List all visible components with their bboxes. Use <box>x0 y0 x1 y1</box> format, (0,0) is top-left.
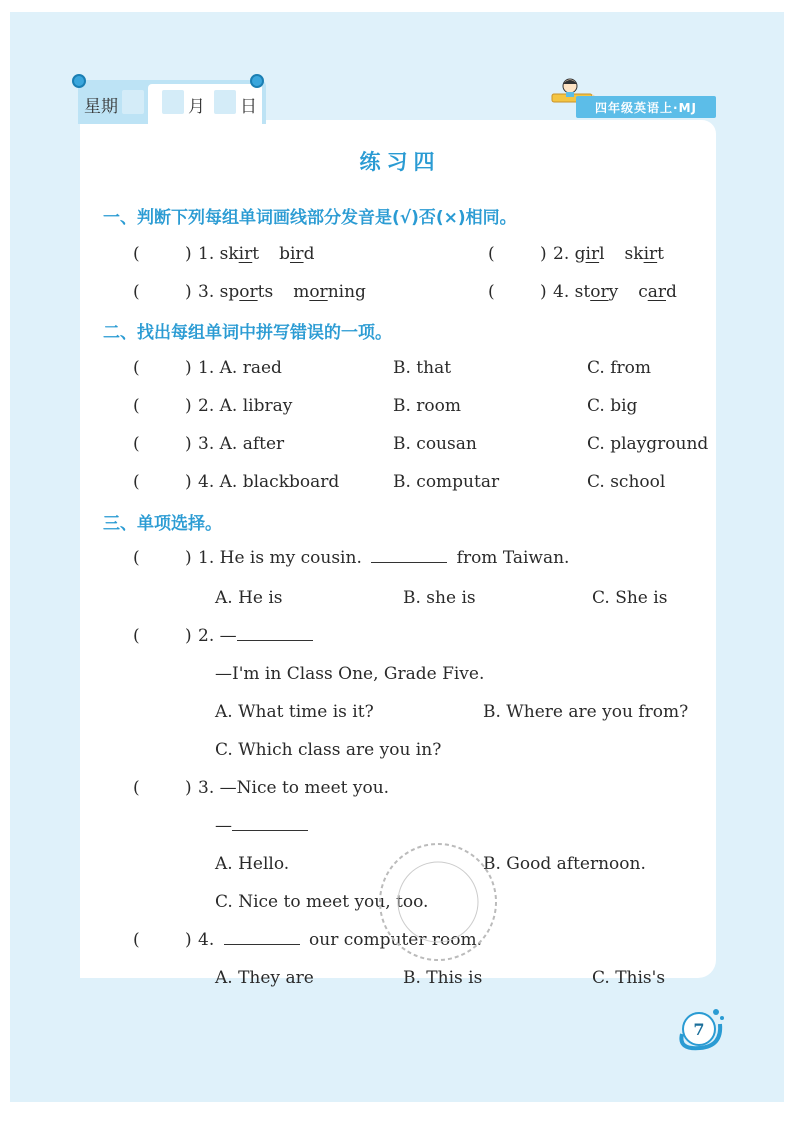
s2-item-3-option-c: C. playground <box>587 434 709 454</box>
answer-paren-open: ( <box>133 358 140 378</box>
answer-paren-open: ( <box>133 244 140 264</box>
s2-item-3-option-b: B. cousan <box>393 434 477 454</box>
answer-paren-close: ) <box>185 548 192 568</box>
s3-q1-option-a: A. He is <box>215 588 283 608</box>
s3-q2-option-a: A. What time is it? <box>215 702 374 722</box>
s2-item-2-option-b: B. room <box>393 396 462 416</box>
answer-paren-close: ) <box>185 396 192 416</box>
answer-blank[interactable] <box>232 816 308 831</box>
s3-q3-option-a: A. Hello. <box>215 854 290 874</box>
s2-item-1-option-b: B. that <box>393 358 452 378</box>
s3-q3-stem: 3. —Nice to meet you. <box>198 778 390 798</box>
page-title: 练习四 <box>359 150 441 174</box>
answer-paren-open: ( <box>488 244 495 264</box>
answer-blank[interactable] <box>237 626 313 641</box>
pin-icon <box>72 74 86 88</box>
s3-q2-reply: —I'm in Class One, Grade Five. <box>215 664 485 684</box>
s1-item-3: 3. sports morning <box>198 282 366 302</box>
section2-heading: 二、找出每组单词中拼写错误的一项。 <box>103 323 392 343</box>
s1-word: skirt <box>624 244 664 264</box>
answer-paren-close: ) <box>185 930 192 950</box>
s3-q3-option-c: C. Nice to meet you, too. <box>215 892 429 912</box>
section1-heading: 一、判断下列每组单词画线部分发音是(√)否(×)相同。 <box>103 208 517 228</box>
book-label: 四年级英语上·MJ <box>576 96 716 118</box>
s3-q4-option-c: C. This's <box>592 968 666 988</box>
s2-item-4-option-b: B. computar <box>393 472 500 492</box>
s3-q4-option-b: B. This is <box>403 968 483 988</box>
answer-paren-close: ) <box>185 358 192 378</box>
answer-paren-close: ) <box>540 282 547 302</box>
watermark-stamp <box>368 832 508 972</box>
s2-item-4-option-a: 4. A. blackboard <box>198 472 340 492</box>
s1-word: morning <box>293 282 366 302</box>
s2-item-2-option-c: C. big <box>587 396 638 416</box>
s1-item-1: 1. skirt bird <box>198 244 315 264</box>
month-label: 月 <box>188 97 205 117</box>
weekday-label: 星期 <box>84 97 118 117</box>
s1-item-2: 2. girl skirt <box>553 244 664 264</box>
answer-paren-open: ( <box>133 282 140 302</box>
answer-paren-open: ( <box>133 548 140 568</box>
s3-q2-stem: 2. — <box>198 626 313 646</box>
s2-item-4-option-c: C. school <box>587 472 666 492</box>
s3-q1-option-b: B. she is <box>403 588 476 608</box>
answer-paren-close: ) <box>185 472 192 492</box>
answer-paren-open: ( <box>133 472 140 492</box>
s3-q2-option-b: B. Where are you from? <box>483 702 689 722</box>
pin-icon <box>250 74 264 88</box>
answer-paren-open: ( <box>133 434 140 454</box>
s3-q3-reply: — <box>215 816 308 836</box>
answer-paren-close: ) <box>185 244 192 264</box>
s2-item-1-option-c: C. from <box>587 358 651 378</box>
answer-paren-close: ) <box>185 282 192 302</box>
answer-paren-open: ( <box>133 396 140 416</box>
month-box <box>162 90 184 114</box>
page-number: 7 <box>682 1012 716 1046</box>
s3-q4-option-a: A. They are <box>215 968 314 988</box>
s1-word: girl <box>574 244 605 264</box>
s2-item-3-option-a: 3. A. after <box>198 434 285 454</box>
s3-q1-stem: 1. He is my cousin. from Taiwan. <box>198 548 570 568</box>
s3-q2-option-c: C. Which class are you in? <box>215 740 442 760</box>
answer-paren-close: ) <box>185 434 192 454</box>
answer-paren-open: ( <box>488 282 495 302</box>
s2-item-1-option-a: 1. A. raed <box>198 358 282 378</box>
section3-heading: 三、单项选择。 <box>103 514 222 534</box>
s1-word: skirt <box>219 244 260 264</box>
s1-word: bird <box>279 244 315 264</box>
s1-item-4: 4. story card <box>553 282 677 302</box>
answer-blank[interactable] <box>371 548 447 563</box>
answer-paren-close: ) <box>185 778 192 798</box>
answer-paren-close: ) <box>185 626 192 646</box>
day-box <box>214 90 236 114</box>
date-tab <box>78 80 266 124</box>
s3-q3-option-b: B. Good afternoon. <box>483 854 646 874</box>
s1-word: sports <box>219 282 274 302</box>
s3-q1-option-c: C. She is <box>592 588 668 608</box>
s3-q4-stem: 4. our computer room. <box>198 930 483 950</box>
answer-paren-close: ) <box>540 244 547 264</box>
answer-paren-open: ( <box>133 778 140 798</box>
day-label: 日 <box>240 97 257 117</box>
weekday-box <box>122 90 144 114</box>
s1-word: card <box>638 282 677 302</box>
s1-word: story <box>574 282 619 302</box>
answer-blank[interactable] <box>224 930 300 945</box>
answer-paren-open: ( <box>133 626 140 646</box>
answer-paren-open: ( <box>133 930 140 950</box>
s2-item-2-option-a: 2. A. libray <box>198 396 293 416</box>
